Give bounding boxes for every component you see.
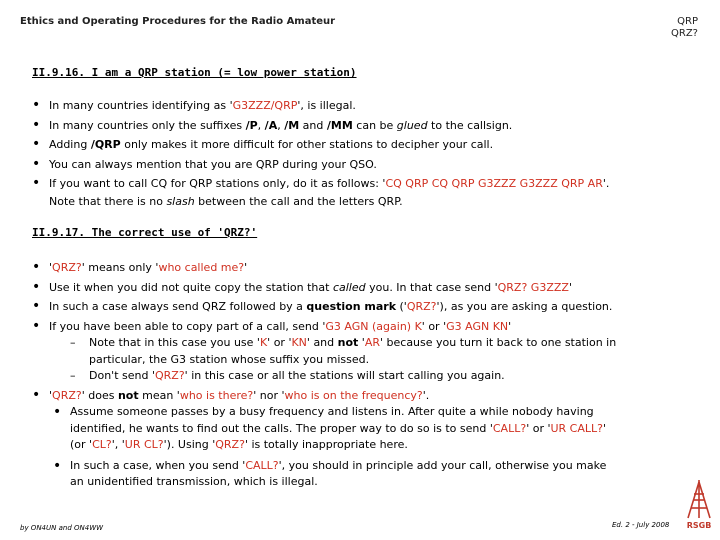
text: In many countries identifying as '	[49, 99, 233, 112]
qrz-example: QRZ? G3ZZZ	[497, 280, 569, 294]
text: particular, the G3 station whose suffix you missed.	[89, 352, 370, 366]
text: '	[49, 388, 53, 402]
section-title-qrp: II.9.16. I am a QRP station (= low power station)	[32, 66, 357, 79]
suffix: /M	[284, 118, 300, 132]
text: ' means only '	[81, 261, 159, 274]
text: ' and	[306, 336, 338, 349]
prosign: KN	[291, 336, 307, 349]
qrz-example: QRZ?	[406, 300, 437, 313]
cq-example: CQ QRP CQ QRP G3ZZZ G3ZZZ QRP AR	[385, 177, 603, 190]
suffix: /P	[245, 118, 258, 132]
list-item	[32, 97, 697, 115]
dash-bullet: –	[70, 369, 76, 382]
text: Use it when you did not quite copy the station that	[49, 280, 333, 294]
sub-item	[32, 368, 697, 385]
emphasis: glued	[396, 118, 428, 132]
call-example: CALL?	[245, 458, 279, 472]
call-example: UR CL?	[124, 438, 164, 451]
text: '.	[422, 388, 430, 402]
list-item	[32, 318, 697, 385]
footer-edition: Ed. 2 - July 2008	[612, 521, 670, 529]
text: ', you should in principle add your call, otherwise you make	[278, 458, 607, 472]
dash-bullet: –	[70, 336, 76, 349]
section-qrz-list	[32, 259, 697, 491]
suffix: /A	[264, 118, 278, 132]
text: Note that in this case you use '	[89, 336, 260, 349]
text: '.	[602, 177, 610, 190]
text: an unidentified transmission, which is illegal.	[70, 475, 318, 488]
text: ' or '	[267, 336, 292, 349]
sub-item	[32, 404, 697, 454]
text: ,	[277, 118, 285, 132]
text: Note that there is no	[49, 194, 167, 208]
list-item	[32, 175, 697, 210]
list-item	[32, 387, 697, 491]
qrz-example: QRZ?	[215, 438, 245, 451]
agn-example: G3 AGN (again) K	[325, 319, 422, 333]
text: identified, he wants to find out the calls. The proper way to do so is to send '	[70, 421, 493, 435]
agn-example: G3 AGN KN	[446, 319, 509, 333]
prosign: K	[259, 336, 268, 349]
text: Don't send '	[89, 369, 155, 382]
text: In such a case, when you send '	[70, 458, 246, 472]
text: and	[299, 118, 327, 132]
text: ' because you turn it back to one station in	[380, 336, 617, 349]
text: '	[508, 319, 512, 333]
text: If you want to call CQ for QRP stations only, do it as follows: '	[49, 177, 386, 190]
qrz-example: QRZ?	[154, 369, 185, 382]
text: ' or '	[421, 319, 447, 333]
list-item	[32, 259, 697, 277]
list-item	[32, 298, 697, 316]
call-example: CALL?	[492, 421, 527, 435]
text: mean '	[138, 388, 180, 402]
emphasis: not	[337, 336, 359, 349]
meaning: who is there?	[179, 388, 254, 402]
section-qrp-list	[32, 97, 697, 210]
header-topic-qrz: QRZ?	[671, 28, 698, 39]
text: only makes it more difficult for other stations to decipher your call.	[120, 138, 494, 151]
text: '), as you are asking a question.	[436, 300, 613, 313]
list-item	[32, 117, 697, 135]
text: (or '	[70, 438, 93, 451]
text: ' in this case or all the stations will start calling you again.	[184, 369, 505, 382]
meaning: who is on the frequency?	[284, 388, 423, 402]
document-title: Ethics and Operating Procedures for the Radio Amateur	[20, 16, 336, 27]
call-example: CL?	[92, 438, 112, 451]
suffix: /QRP	[90, 138, 121, 151]
text: '	[244, 261, 248, 274]
emphasis: question mark	[306, 300, 397, 313]
sub-item	[32, 458, 697, 491]
list-item	[32, 156, 697, 174]
emphasis: not	[117, 388, 139, 402]
text: ', '	[111, 438, 125, 451]
logo-text: RSGB	[686, 521, 712, 530]
text: to the callsign.	[427, 118, 513, 132]
text: '	[602, 421, 607, 435]
rsgb-logo-icon	[682, 478, 716, 536]
callsign-example: G3ZZZ/QRP	[232, 99, 298, 112]
text: In many countries only the suffixes	[49, 118, 246, 132]
text: You can always mention that you are QRP during your QSO.	[49, 157, 377, 171]
text: If you have been able to copy part of a call, send '	[49, 319, 326, 333]
text: can be	[352, 118, 397, 132]
text: between the call and the letters QRP.	[194, 194, 403, 208]
text: Assume someone passes by a busy frequency and listens in. After quite a while nobody having	[70, 405, 594, 418]
list-item	[32, 136, 697, 154]
text: '	[568, 280, 572, 294]
text: '	[49, 261, 53, 274]
text: ' is totally inappropriate here.	[244, 438, 408, 451]
qrz-example: QRZ?	[52, 388, 82, 402]
text: ' does	[81, 388, 118, 402]
text: ('	[396, 300, 407, 313]
text: In such a case always send QRZ followed by a	[49, 300, 307, 313]
emphasis: called	[332, 280, 366, 294]
sub-item	[32, 335, 697, 368]
footer-authors: by ON4UN and ON4WW	[20, 524, 104, 532]
text: '	[358, 336, 365, 349]
text: ' nor '	[253, 388, 285, 402]
text: ,	[257, 118, 265, 132]
text: '). Using '	[163, 438, 216, 451]
call-example: UR CALL?	[550, 421, 603, 435]
text: you. In that case send '	[365, 280, 498, 294]
text: Adding	[49, 138, 91, 151]
list-item	[32, 279, 697, 297]
meaning: who called me?	[158, 261, 245, 274]
emphasis: slash	[166, 194, 195, 208]
qrz-example: QRZ?	[52, 261, 82, 274]
prosign: AR	[364, 336, 380, 349]
suffix: /MM	[326, 118, 353, 132]
header-topic-qrp: QRP	[677, 16, 698, 27]
header-topics	[671, 16, 698, 40]
text: ', is illegal.	[297, 99, 356, 112]
section-title-qrz: II.9.17. The correct use of 'QRZ?'	[32, 226, 258, 239]
text: ' or '	[526, 421, 551, 435]
